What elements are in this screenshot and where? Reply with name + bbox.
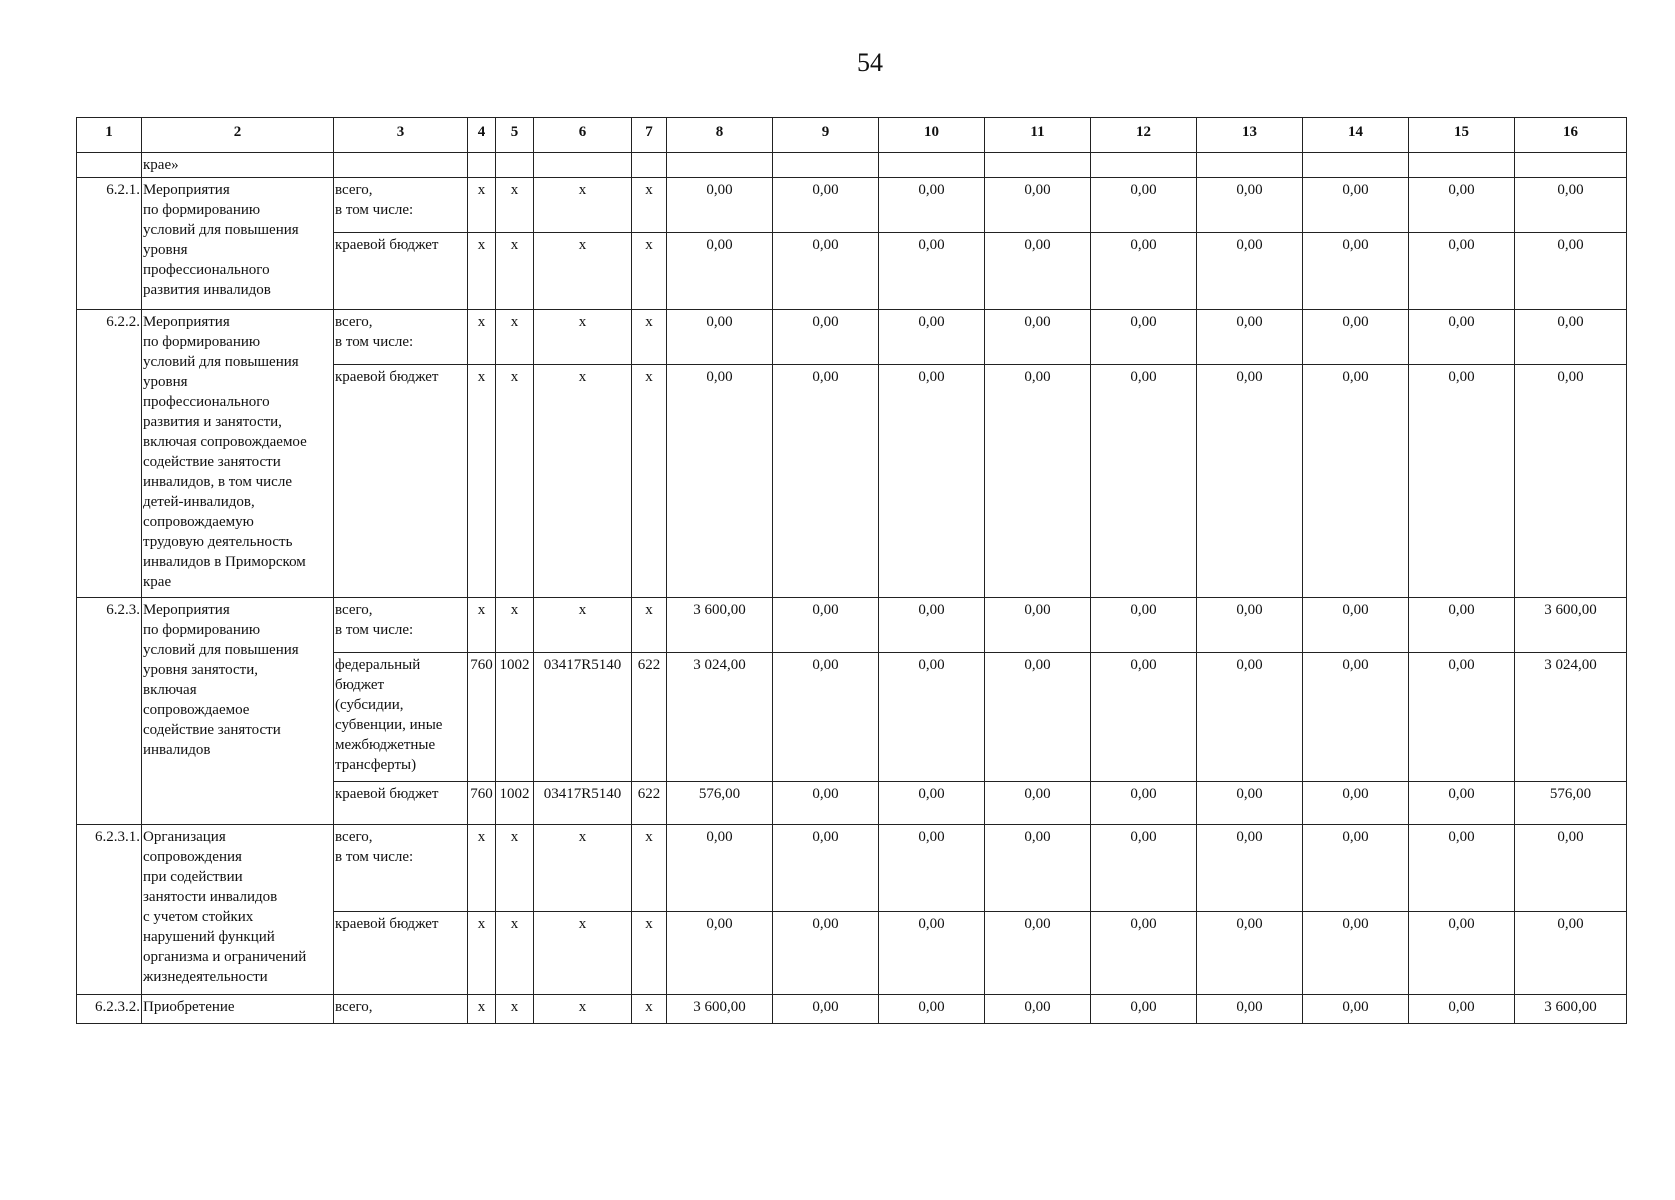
amount-cell: 0,00 <box>1303 310 1409 365</box>
amount-cell: 0,00 <box>1303 653 1409 782</box>
column-header: 9 <box>773 118 879 153</box>
amount-cell: 0,00 <box>1409 598 1515 653</box>
item-description: Организация сопровождения при содействии занятости инвалидов с учетом стойких нарушений функций организма и ограничений жизнедеятельности <box>142 825 334 995</box>
code-cell: x <box>534 912 632 995</box>
code-cell: x <box>496 178 534 233</box>
table-row <box>77 598 1627 653</box>
amount-cell: 0,00 <box>1091 825 1197 912</box>
code-cell: x <box>468 178 496 233</box>
item-index: 6.2.3.1. <box>77 825 142 995</box>
amount-cell: 0,00 <box>667 912 773 995</box>
column-header: 3 <box>334 118 468 153</box>
amount-cell: 0,00 <box>1303 233 1409 310</box>
amount-cell: 0,00 <box>879 310 985 365</box>
empty-cell <box>1197 153 1303 178</box>
amount-cell: 0,00 <box>773 598 879 653</box>
amount-cell: 0,00 <box>1091 598 1197 653</box>
budget-table <box>76 117 1627 1024</box>
empty-cell <box>1303 153 1409 178</box>
column-header: 15 <box>1409 118 1515 153</box>
amount-cell: 0,00 <box>1197 825 1303 912</box>
amount-cell: 0,00 <box>773 825 879 912</box>
amount-cell: 0,00 <box>985 653 1091 782</box>
amount-cell: 0,00 <box>1197 598 1303 653</box>
item-description: Мероприятия по формированию условий для повышения уровня занятости, включая сопровождаемое содействие занятости инвалидов <box>142 598 334 825</box>
code-cell: x <box>496 365 534 598</box>
code-cell: x <box>632 912 667 995</box>
amount-cell: 3 600,00 <box>667 598 773 653</box>
amount-cell: 0,00 <box>1197 365 1303 598</box>
amount-cell: 0,00 <box>879 995 985 1024</box>
amount-cell: 3 600,00 <box>667 995 773 1024</box>
funding-source: всего, в том числе: <box>334 598 468 653</box>
amount-cell: 0,00 <box>1409 653 1515 782</box>
amount-cell: 0,00 <box>1409 178 1515 233</box>
amount-cell: 0,00 <box>985 310 1091 365</box>
code-cell: 622 <box>632 782 667 825</box>
amount-cell: 3 600,00 <box>1515 598 1627 653</box>
amount-cell: 0,00 <box>1303 365 1409 598</box>
empty-cell <box>1409 153 1515 178</box>
amount-cell: 0,00 <box>1197 995 1303 1024</box>
code-cell: x <box>534 178 632 233</box>
item-index: 6.2.3. <box>77 598 142 825</box>
code-cell: x <box>496 598 534 653</box>
empty-cell <box>496 153 534 178</box>
code-cell: x <box>632 995 667 1024</box>
item-description: Приобретение <box>142 995 334 1024</box>
amount-cell: 0,00 <box>1197 178 1303 233</box>
code-cell: x <box>534 598 632 653</box>
empty-cell <box>879 153 985 178</box>
code-cell: 622 <box>632 653 667 782</box>
funding-source: краевой бюджет <box>334 365 468 598</box>
amount-cell: 0,00 <box>1091 178 1197 233</box>
amount-cell: 576,00 <box>1515 782 1627 825</box>
amount-cell: 0,00 <box>985 825 1091 912</box>
code-cell: x <box>468 365 496 598</box>
code-cell: x <box>632 233 667 310</box>
page-number: 54 <box>857 48 883 77</box>
code-cell: x <box>534 825 632 912</box>
amount-cell: 0,00 <box>1197 912 1303 995</box>
amount-cell: 0,00 <box>1515 310 1627 365</box>
amount-cell: 0,00 <box>1091 365 1197 598</box>
amount-cell: 0,00 <box>1409 825 1515 912</box>
empty-cell <box>667 153 773 178</box>
amount-cell: 0,00 <box>879 178 985 233</box>
amount-cell: 0,00 <box>667 310 773 365</box>
code-cell: x <box>468 912 496 995</box>
amount-cell: 0,00 <box>1303 912 1409 995</box>
amount-cell: 0,00 <box>773 782 879 825</box>
column-header: 8 <box>667 118 773 153</box>
item-description: Мероприятия по формированию условий для повышения уровня профессионального развития инвалидов <box>142 178 334 310</box>
code-cell: 1002 <box>496 782 534 825</box>
amount-cell: 0,00 <box>1515 178 1627 233</box>
amount-cell: 0,00 <box>667 825 773 912</box>
amount-cell: 0,00 <box>1303 178 1409 233</box>
code-cell: x <box>468 598 496 653</box>
code-cell: x <box>496 233 534 310</box>
column-header: 4 <box>468 118 496 153</box>
code-cell: x <box>632 310 667 365</box>
funding-source: краевой бюджет <box>334 912 468 995</box>
funding-source: всего, <box>334 995 468 1024</box>
funding-source: всего, в том числе: <box>334 178 468 233</box>
amount-cell: 0,00 <box>1409 310 1515 365</box>
code-cell: x <box>496 912 534 995</box>
amount-cell: 0,00 <box>985 782 1091 825</box>
amount-cell: 0,00 <box>879 653 985 782</box>
amount-cell: 0,00 <box>879 365 985 598</box>
amount-cell: 0,00 <box>879 233 985 310</box>
amount-cell: 0,00 <box>773 310 879 365</box>
code-cell: x <box>632 825 667 912</box>
funding-source: всего, в том числе: <box>334 825 468 912</box>
amount-cell: 0,00 <box>773 178 879 233</box>
code-cell: x <box>496 310 534 365</box>
amount-cell: 0,00 <box>1409 782 1515 825</box>
code-cell: 760 <box>468 653 496 782</box>
amount-cell: 0,00 <box>667 178 773 233</box>
table-row <box>77 825 1627 912</box>
empty-cell <box>985 153 1091 178</box>
amount-cell: 0,00 <box>1515 233 1627 310</box>
amount-cell: 3 024,00 <box>1515 653 1627 782</box>
amount-cell: 0,00 <box>773 995 879 1024</box>
code-cell: 1002 <box>496 653 534 782</box>
amount-cell: 0,00 <box>879 912 985 995</box>
amount-cell: 0,00 <box>985 233 1091 310</box>
code-cell: 760 <box>468 782 496 825</box>
amount-cell: 0,00 <box>1197 310 1303 365</box>
amount-cell: 0,00 <box>1303 995 1409 1024</box>
empty-cell <box>77 153 142 178</box>
amount-cell: 0,00 <box>773 365 879 598</box>
amount-cell: 0,00 <box>1303 782 1409 825</box>
amount-cell: 0,00 <box>879 825 985 912</box>
empty-cell <box>1091 153 1197 178</box>
column-header: 13 <box>1197 118 1303 153</box>
code-cell: x <box>468 825 496 912</box>
amount-cell: 3 024,00 <box>667 653 773 782</box>
amount-cell: 0,00 <box>667 365 773 598</box>
funding-source: краевой бюджет <box>334 233 468 310</box>
amount-cell: 0,00 <box>1409 995 1515 1024</box>
amount-cell: 0,00 <box>1091 233 1197 310</box>
column-header: 14 <box>1303 118 1409 153</box>
funding-source: краевой бюджет <box>334 782 468 825</box>
column-header: 5 <box>496 118 534 153</box>
amount-cell: 0,00 <box>1197 782 1303 825</box>
amount-cell: 0,00 <box>985 995 1091 1024</box>
column-header: 16 <box>1515 118 1627 153</box>
amount-cell: 0,00 <box>773 233 879 310</box>
amount-cell: 0,00 <box>1091 782 1197 825</box>
column-header: 12 <box>1091 118 1197 153</box>
empty-cell <box>1515 153 1627 178</box>
column-header: 11 <box>985 118 1091 153</box>
amount-cell: 0,00 <box>1515 365 1627 598</box>
code-cell: x <box>468 310 496 365</box>
table-row <box>77 310 1627 365</box>
empty-cell <box>773 153 879 178</box>
table-body <box>77 118 1627 1024</box>
item-index: 6.2.2. <box>77 310 142 598</box>
amount-cell: 0,00 <box>879 598 985 653</box>
table-row <box>77 995 1627 1024</box>
amount-cell: 0,00 <box>1197 233 1303 310</box>
amount-cell: 0,00 <box>1515 825 1627 912</box>
continuation-row <box>77 153 1627 178</box>
code-cell: x <box>496 825 534 912</box>
amount-cell: 0,00 <box>985 178 1091 233</box>
column-header: 2 <box>142 118 334 153</box>
code-cell: x <box>632 365 667 598</box>
code-cell: x <box>534 310 632 365</box>
amount-cell: 0,00 <box>985 598 1091 653</box>
amount-cell: 0,00 <box>985 365 1091 598</box>
empty-cell <box>468 153 496 178</box>
header-row <box>77 118 1627 153</box>
amount-cell: 0,00 <box>1303 825 1409 912</box>
column-header: 10 <box>879 118 985 153</box>
funding-source: федеральный бюджет (субсидии, субвенции, иные межбюджетные трансферты) <box>334 653 468 782</box>
amount-cell: 0,00 <box>1197 653 1303 782</box>
amount-cell: 0,00 <box>1091 310 1197 365</box>
code-cell: x <box>534 995 632 1024</box>
amount-cell: 0,00 <box>773 653 879 782</box>
code-cell: x <box>534 365 632 598</box>
empty-cell <box>334 153 468 178</box>
amount-cell: 0,00 <box>1303 598 1409 653</box>
item-description: Мероприятия по формированию условий для повышения уровня профессионального развития и занятости, включая сопровождаемое содействие занятости инвалидов, в том числе детей-инвалидов, сопровождаемую трудовую деятельность инвалидов в Приморском крае <box>142 310 334 598</box>
code-cell: x <box>534 233 632 310</box>
code-cell: 03417R5140 <box>534 653 632 782</box>
empty-cell <box>534 153 632 178</box>
column-header: 1 <box>77 118 142 153</box>
code-cell: x <box>468 233 496 310</box>
continuation-text: крае» <box>142 153 334 178</box>
code-cell: x <box>632 178 667 233</box>
amount-cell: 0,00 <box>985 912 1091 995</box>
amount-cell: 0,00 <box>1409 912 1515 995</box>
amount-cell: 0,00 <box>1091 653 1197 782</box>
amount-cell: 3 600,00 <box>1515 995 1627 1024</box>
column-header: 7 <box>632 118 667 153</box>
code-cell: x <box>496 995 534 1024</box>
amount-cell: 0,00 <box>1091 995 1197 1024</box>
code-cell: x <box>468 995 496 1024</box>
amount-cell: 0,00 <box>773 912 879 995</box>
code-cell: x <box>632 598 667 653</box>
amount-cell: 0,00 <box>667 233 773 310</box>
item-index: 6.2.3.2. <box>77 995 142 1024</box>
amount-cell: 0,00 <box>1515 912 1627 995</box>
empty-cell <box>632 153 667 178</box>
code-cell: 03417R5140 <box>534 782 632 825</box>
amount-cell: 0,00 <box>879 782 985 825</box>
table-row <box>77 178 1627 233</box>
amount-cell: 0,00 <box>1409 365 1515 598</box>
item-index: 6.2.1. <box>77 178 142 310</box>
amount-cell: 0,00 <box>1409 233 1515 310</box>
amount-cell: 576,00 <box>667 782 773 825</box>
column-header: 6 <box>534 118 632 153</box>
amount-cell: 0,00 <box>1091 912 1197 995</box>
funding-source: всего, в том числе: <box>334 310 468 365</box>
